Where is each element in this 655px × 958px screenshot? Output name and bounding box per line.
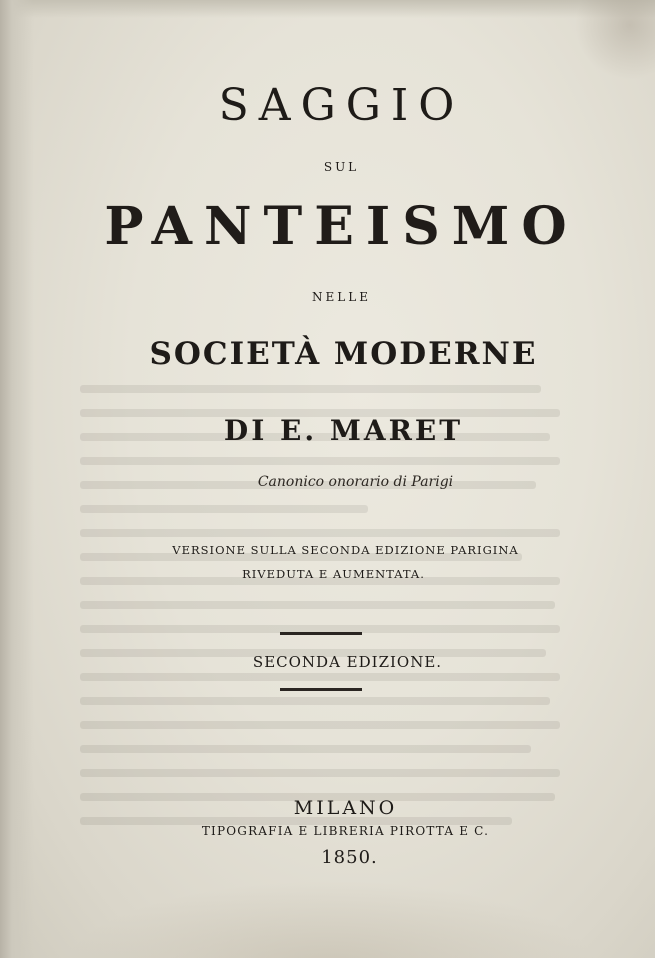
bleed-through-text — [80, 385, 560, 855]
edition-note-line-1: VERSIONE SULLA SECONDA EDIZIONE PARIGINA — [172, 543, 519, 557]
divider-rule-top — [280, 632, 362, 635]
title-main: SAGGIO — [218, 80, 465, 131]
author-role: Canonico onorario di Parigi — [257, 474, 454, 490]
title-subject: PANTEISMO — [104, 196, 579, 257]
imprint-publisher: TIPOGRAFIA E LIBRERIA PIROTTA E C. — [201, 824, 490, 838]
title-connector-nelle: NELLE — [312, 290, 371, 304]
title-continuation: SOCIETÀ MODERNE — [149, 336, 538, 372]
imprint-city: MILANO — [293, 797, 398, 819]
page-bottom-stain — [60, 880, 600, 958]
divider-rule-bottom — [280, 688, 362, 691]
author-line: DI E. MARET — [223, 414, 464, 447]
page-corner-stain — [575, 0, 655, 80]
edition-label: SECONDA EDIZIONE. — [252, 653, 443, 671]
edition-note-line-2: RIVEDUTA E AUMENTATA. — [242, 567, 425, 581]
page-top-shadow — [0, 0, 655, 18]
imprint-year: 1850. — [321, 847, 378, 868]
title-connector-sul: SUL — [323, 160, 360, 174]
